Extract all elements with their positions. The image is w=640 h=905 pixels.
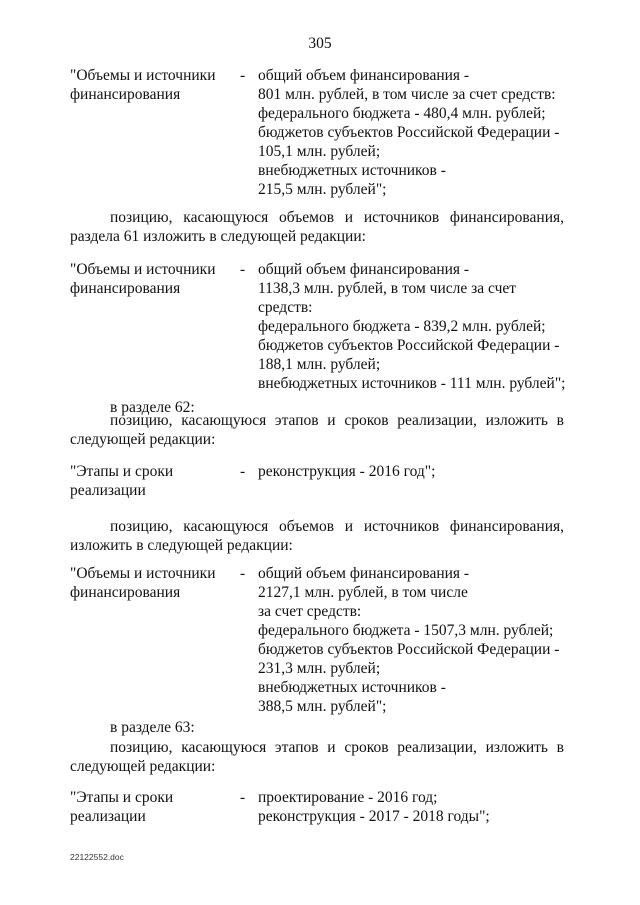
funding-value	[258, 260, 578, 393]
paragraph-section-61	[70, 208, 564, 246]
dash: -	[240, 565, 246, 582]
label-line: "Этапы и сроки	[70, 463, 174, 480]
value-line: 1138,3 млн. рублей, в том числе за счет	[258, 280, 517, 297]
section-62-heading: в разделе 62:	[110, 399, 195, 416]
label-line: "Объемы и источники	[70, 261, 216, 278]
paragraph-section-63	[70, 738, 564, 776]
stages-value	[258, 462, 578, 481]
value-line: 2127,1 млн. рублей, в том числе	[258, 584, 468, 601]
stages-label	[70, 788, 235, 826]
paragraph-first-line: позицию, касающуюся объемов и источников финансирования,	[110, 209, 564, 226]
label-line: "Объемы и источники	[70, 67, 216, 84]
dash: -	[240, 67, 246, 84]
value-line: проектирование - 2016 год;	[258, 789, 438, 806]
funding-value	[258, 66, 578, 199]
funding-label	[70, 66, 235, 104]
document-file-name: 22122552.doc	[70, 852, 124, 862]
paragraph-rest: изложить в следующей редакции:	[70, 537, 293, 554]
value-line: федерального бюджета - 1507,3 млн. рублей;	[258, 622, 554, 639]
value-line: средств:	[258, 299, 313, 316]
dash: -	[240, 789, 246, 806]
value-line: общий объем финансирования -	[258, 261, 470, 278]
paragraph-section-62-funding	[70, 517, 564, 555]
paragraph-rest: раздела 61 изложить в следующей редакции:	[70, 228, 366, 245]
value-line: общий объем финансирования -	[258, 565, 470, 582]
stages-label	[70, 462, 235, 500]
label-line: "Этапы и сроки	[70, 789, 174, 806]
paragraph-rest: следующей редакции:	[70, 758, 216, 775]
value-line: 188,1 млн. рублей;	[258, 356, 381, 373]
label-line: "Объемы и источники	[70, 565, 216, 582]
dash: -	[240, 463, 246, 480]
dash: -	[240, 261, 246, 278]
label-line: реализации	[70, 482, 146, 499]
value-line: 215,5 млн. рублей";	[258, 181, 387, 198]
value-line: бюджетов субъектов Российской Федерации -	[258, 124, 560, 141]
value-line: реконструкция - 2016 год";	[258, 463, 436, 480]
value-line: 231,3 млн. рублей;	[258, 660, 381, 677]
funding-label	[70, 564, 235, 602]
value-line: внебюджетных источников -	[258, 679, 446, 696]
funding-label	[70, 260, 235, 298]
value-line: внебюджетных источников -	[258, 162, 446, 179]
paragraph-rest: следующей редакции:	[70, 431, 216, 448]
paragraph-section-62	[70, 411, 564, 449]
stages-value	[258, 788, 578, 826]
value-line: общий объем финансирования -	[258, 67, 470, 84]
value-line: внебюджетных источников - 111 млн. рублей";	[258, 375, 566, 392]
paragraph-first-line: позицию, касающуюся этапов и сроков реализации, изложить в	[110, 412, 564, 429]
label-line: финансирования	[70, 280, 181, 297]
value-line: федерального бюджета - 480,4 млн. рублей;	[258, 105, 546, 122]
value-line: бюджетов субъектов Российской Федерации -	[258, 641, 560, 658]
value-line: 801 млн. рублей, в том числе за счет средств:	[258, 86, 556, 103]
value-line: 105,1 млн. рублей;	[258, 143, 381, 160]
page-number: 305	[308, 35, 332, 52]
value-line: реконструкция - 2017 - 2018 годы";	[258, 808, 490, 825]
label-line: финансирования	[70, 584, 181, 601]
value-line: 388,5 млн. рублей";	[258, 698, 387, 715]
funding-value	[258, 564, 578, 716]
value-line: федерального бюджета - 839,2 млн. рублей;	[258, 318, 546, 335]
value-line: бюджетов субъектов Российской Федерации -	[258, 337, 560, 354]
label-line: реализации	[70, 808, 146, 825]
section-63-heading: в разделе 63:	[110, 719, 195, 736]
paragraph-first-line: позицию, касающуюся этапов и сроков реализации, изложить в	[110, 739, 564, 756]
paragraph-first-line: позицию, касающуюся объемов и источников финансирования,	[110, 518, 564, 535]
value-line: за счет средств:	[258, 603, 362, 620]
label-line: финансирования	[70, 86, 181, 103]
